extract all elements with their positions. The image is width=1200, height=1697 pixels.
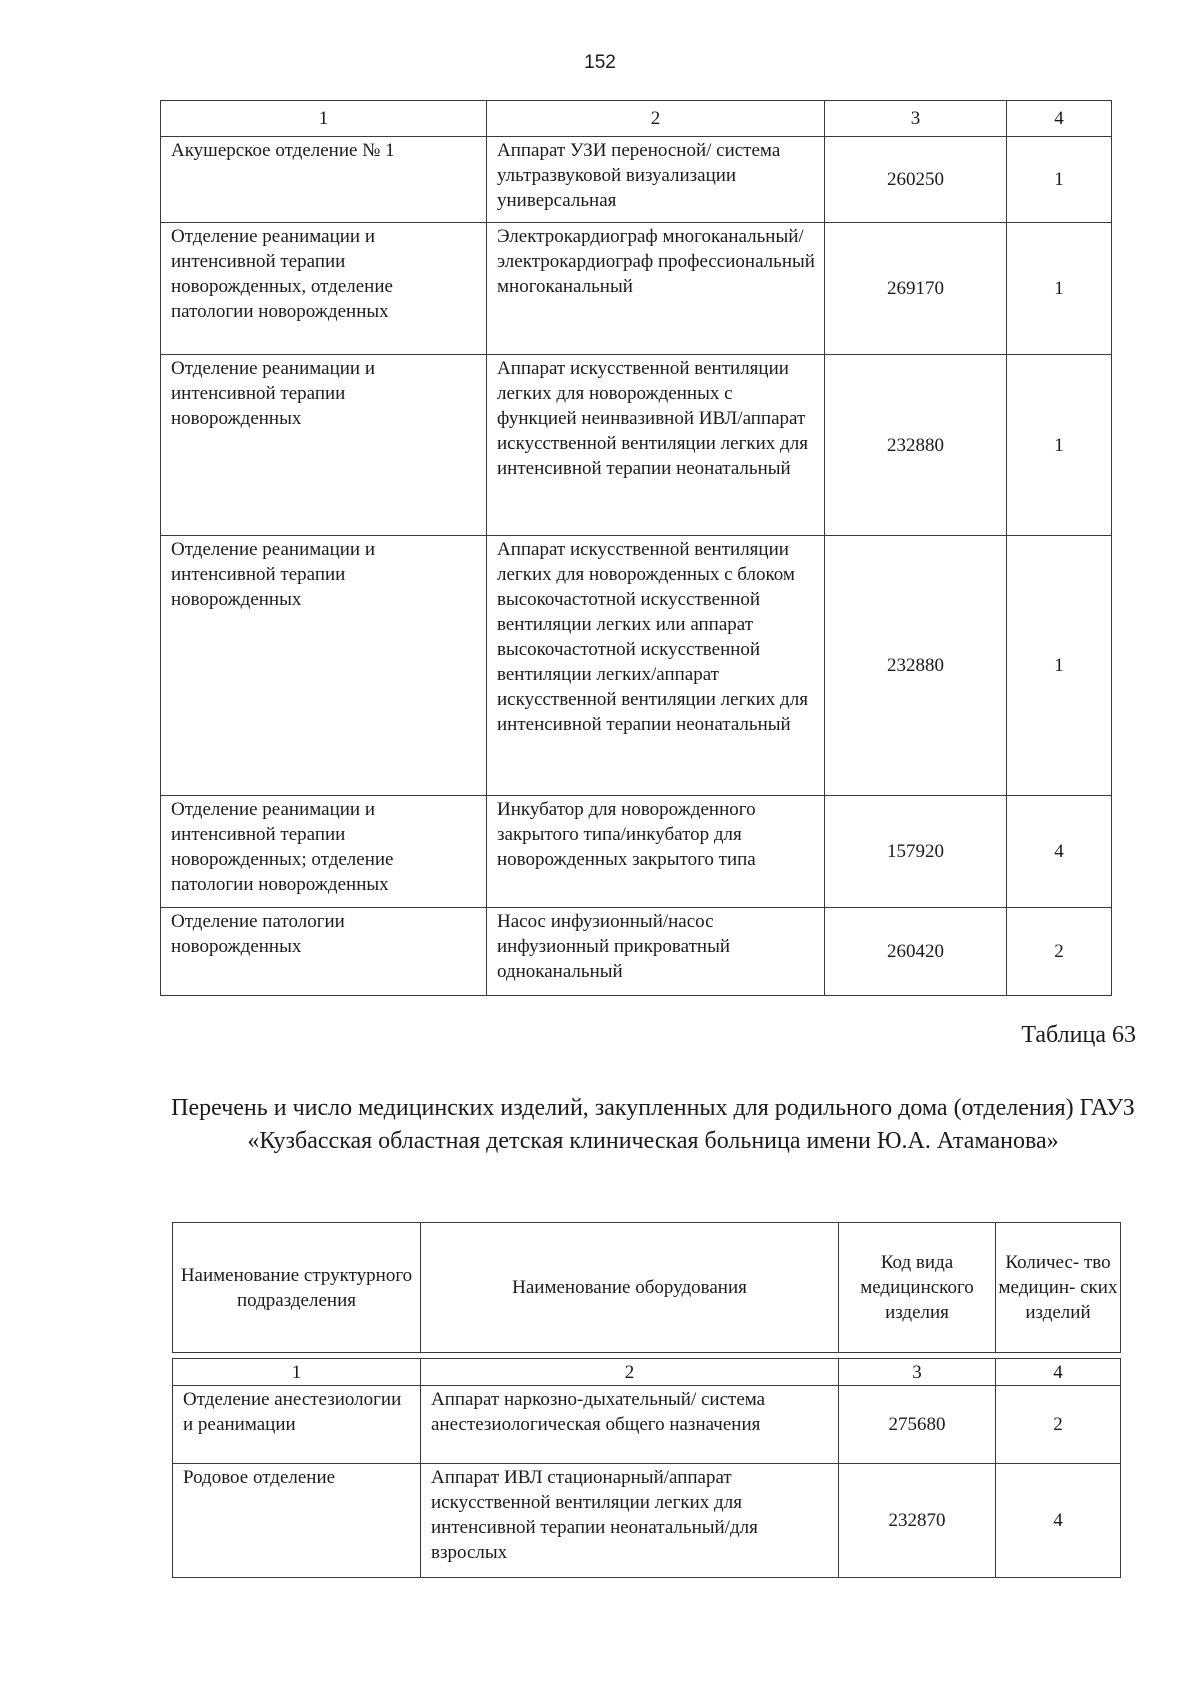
header-quantity: Количес- тво медицин- ских изделий — [996, 1223, 1121, 1353]
device-code-cell: 232880 — [825, 355, 1007, 536]
quantity-cell: 1 — [1007, 536, 1112, 796]
column-number: 2 — [487, 101, 825, 137]
page-number: 152 — [584, 52, 616, 73]
equipment-cell: Аппарат искусственной вентиляции легких для новорожденных с функцией неинвазивной ИВЛ/аппарат искусственной вентиляции легких для интенсивной терапии неонатальный — [487, 355, 825, 536]
table-row — [161, 137, 1112, 223]
quantity-cell: 4 — [1007, 796, 1112, 908]
department-cell: Отделение реанимации и интенсивной терапии новорожденных — [161, 355, 487, 536]
department-cell: Родовое отделение — [173, 1464, 421, 1578]
column-number: 2 — [421, 1359, 839, 1386]
quantity-cell: 1 — [1007, 137, 1112, 223]
header-device-code: Код вида медицинского изделия — [839, 1223, 996, 1353]
continued-equipment-table — [160, 100, 1112, 996]
table-title: Перечень и число медицинских изделий, закупленных для родильного дома (отделения) ГАУЗ «Кузбасская областная детская клиническая больница имени Ю.А. Атаманова» — [171, 1095, 1135, 1154]
device-code-cell: 269170 — [825, 223, 1007, 355]
table-row — [161, 796, 1112, 908]
equipment-cell: Аппарат искусственной вентиляции легких для новорожденных с блоком высокочастотной искусственной вентиляции легких или аппарат высокочастотной искусственной вентиляции легких/аппарат искусственной вентиляции легких для интенсивной терапии неонатальный — [487, 536, 825, 796]
department-cell: Акушерское отделение № 1 — [161, 137, 487, 223]
table-row — [173, 1386, 1121, 1464]
device-code-cell: 260250 — [825, 137, 1007, 223]
equipment-cell: Аппарат наркозно-дыхательный/ система анестезиологическая общего назначения — [421, 1386, 839, 1464]
device-code-cell: 275680 — [839, 1386, 996, 1464]
quantity-cell: 2 — [996, 1386, 1121, 1464]
table-header — [172, 1222, 1121, 1353]
department-cell: Отделение патологии новорожденных — [161, 908, 487, 996]
device-code-cell: 260420 — [825, 908, 1007, 996]
quantity-cell: 1 — [1007, 355, 1112, 536]
table-row — [173, 1464, 1121, 1578]
quantity-cell: 1 — [1007, 223, 1112, 355]
column-number-row — [161, 101, 1112, 137]
equipment-cell: Аппарат ИВЛ стационарный/аппарат искусственной вентиляции легких для интенсивной терапии неонатальный/для взрослых — [421, 1464, 839, 1578]
quantity-cell: 2 — [1007, 908, 1112, 996]
header-row — [173, 1223, 1121, 1353]
equipment-cell: Инкубатор для новорожденного закрытого типа/инкубатор для новорожденных закрытого типа — [487, 796, 825, 908]
column-number: 3 — [825, 101, 1007, 137]
header-department: Наименование структурного подразделения — [173, 1223, 421, 1353]
purchased-equipment-table — [172, 1358, 1121, 1578]
table-label: Таблица 63 — [1021, 1022, 1136, 1048]
department-cell: Отделение реанимации и интенсивной терапии новорожденных — [161, 536, 487, 796]
department-cell: Отделение анестезиологии и реанимации — [173, 1386, 421, 1464]
device-code-cell: 157920 — [825, 796, 1007, 908]
table-row — [161, 908, 1112, 996]
equipment-cell: Насос инфузионный/насос инфузионный прикроватный одноканальный — [487, 908, 825, 996]
table-row — [161, 355, 1112, 536]
department-cell: Отделение реанимации и интенсивной терапии новорожденных; отделение патологии новорожденных — [161, 796, 487, 908]
quantity-cell: 4 — [996, 1464, 1121, 1578]
table-row — [161, 536, 1112, 796]
equipment-cell: Аппарат УЗИ переносной/ система ультразвуковой визуализации универсальная — [487, 137, 825, 223]
table-row — [161, 223, 1112, 355]
column-number-row — [173, 1359, 1121, 1386]
column-number: 1 — [173, 1359, 421, 1386]
department-cell: Отделение реанимации и интенсивной терапии новорожденных, отделение патологии новорожденных — [161, 223, 487, 355]
device-code-cell: 232880 — [825, 536, 1007, 796]
device-code-cell: 232870 — [839, 1464, 996, 1578]
column-number: 4 — [996, 1359, 1121, 1386]
column-number: 4 — [1007, 101, 1112, 137]
column-number: 1 — [161, 101, 487, 137]
header-equipment: Наименование оборудования — [421, 1223, 839, 1353]
equipment-cell: Электрокардиограф многоканальный/ электрокардиограф профессиональный многоканальный — [487, 223, 825, 355]
column-number: 3 — [839, 1359, 996, 1386]
